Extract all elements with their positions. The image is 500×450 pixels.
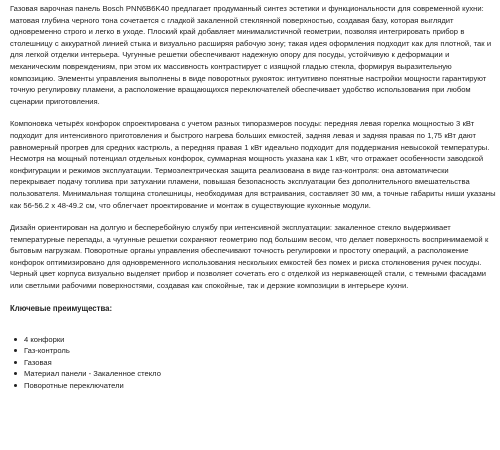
bullet-icon	[14, 384, 17, 387]
list-item-label: Газ-контроль	[24, 346, 70, 356]
advantages-heading: Ключевые преимущества:	[10, 303, 113, 313]
description-paragraph-3: Дизайн ориентирован на долгую и бесперебойную службу при интенсивной эксплуатации: закаленное стекло выдерживает температурные перепады, а чугунные решетки сохраняют геометрию под большим весом, что делает поверхность воспринимаемой к бытовым нагрузкам. Поворотные органы управления обеспечивают точность регулировки и простоту операций, а расположение конфорок оптимизировано для одновременного использования нескольких емкостей без помех и риска столкновения ручек посуды. Черный цвет корпуса визуально выделяет прибор и позволяет сочетать его с отделкой из нержавеющей стали, с темными фасадами или светлыми рабочими поверхностями, создавая как спокойные, так и дерзкие композиции в интерьере кухни.	[10, 223, 489, 291]
list-item	[24, 357, 496, 369]
bullet-icon	[14, 338, 17, 341]
list-item	[24, 380, 496, 392]
description-paragraph-2: Компоновка четырёх конфорок спроектирована с учетом разных типоразмеров посуды: передняя левая горелка мощностью 3 кВт подходит для интенсивного приготовления и быстрого нагрева больших емкостей, задняя левая и задняя правая по 1,75 кВт дают равномерный прогрев для средних кастрюль, а передняя правая 1 кВт идеально подходит для поддержания невысокой температуры. Несмотря на мощный потенциал отдельных конфорок, суммарная мощность указана как 1 кВт, что отражает особенности заводской конфигурации и режимов эксплуатации. Термоэлектрическая защита реализована в виде газ-контроля: она автоматически перекрывает подачу топлива при затухании пламени, повышая безопасность эксплуатации без дополнительного вмешательства пользователя. Минимальная толщина столешницы, необходимая для встраивания, составляет 30 мм, а точные габариты ниши указаны как 56-56.2 x 48-49.2 см, что облегчает проектирование и монтаж в существующие кухонные модули.	[10, 119, 496, 210]
list-item-label: Газовая	[24, 357, 52, 367]
list-item	[24, 334, 496, 346]
bullet-icon	[14, 372, 17, 375]
list-item-label: 4 конфорки	[24, 334, 65, 344]
list-item	[24, 345, 496, 357]
list-item	[24, 368, 496, 380]
bullet-icon	[14, 349, 17, 352]
bullet-icon	[14, 361, 17, 364]
list-item-label: Материал панели - Закаленное стекло	[24, 369, 161, 379]
description-paragraph-1: Газовая варочная панель Bosch PNN6B6K40 предлагает продуманный синтез эстетики и функциональности для современной кухни: матовая глубина черного тона сочетается с гладкой закаленной стеклянной поверхностью, создавая базу, которая выглядит одновременно строго и легко в уходе. Плоский край добавляет минималистичной геометрии, позволяя интегрировать прибор в столешницу с аккуратной линией стыка и визуально расширяя рабочую зону; такая идея оформления подходит как для плотной, так и для легкой отделки интерьера. Чугунные решетки обеспечивают надежную опору для посуды, устойчивую к деформации и механическим повреждениям, при этом их массивность контрастирует с изящной гладью стекла, формируя выразительную композицию. Элементы управления выполнены в виде поворотных рукояток: интуитивно понятные настройки мощности гарантируют точную регулировку пламени, а расположение вращающихся переключателей обеспечивает удобство использования при любом сценарии приготовления.	[10, 4, 492, 106]
list-item-label: Поворотные переключатели	[24, 381, 124, 391]
advantages-list	[10, 334, 496, 392]
